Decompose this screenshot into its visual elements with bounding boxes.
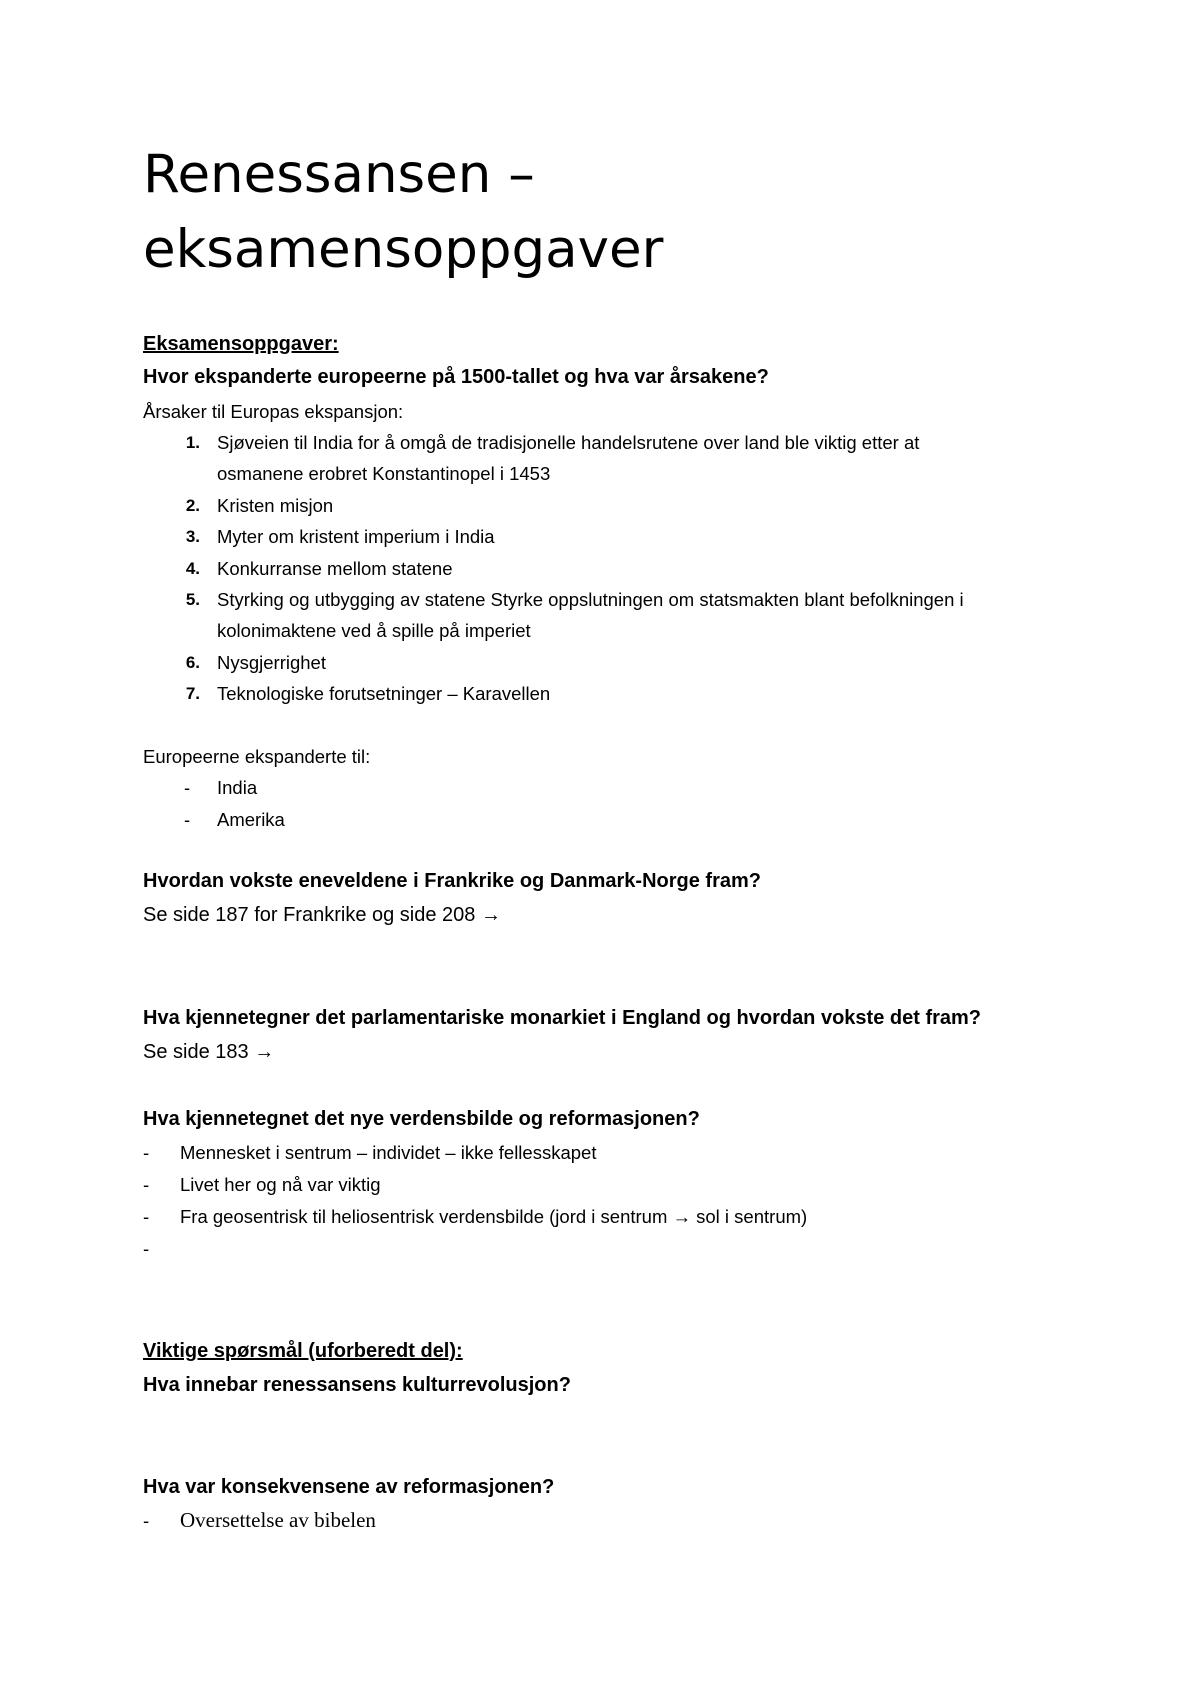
list-item-text: Konkurranse mellom statene bbox=[217, 558, 453, 579]
list-number: 3. bbox=[185, 527, 200, 546]
bullet-dash: - bbox=[143, 1142, 150, 1163]
section-heading-exam-tasks: Eksamensoppgaver: bbox=[143, 333, 339, 355]
list-item-text: Fra geosentrisk til heliosentrisk verdensbilde (jord i sentrum → sol i sentrum) bbox=[180, 1206, 808, 1227]
list-item-text: Mennesket i sentrum – individet – ikke fellesskapet bbox=[180, 1142, 597, 1163]
list-item-text: Myter om kristent imperium i India bbox=[217, 526, 495, 547]
answer-absolutism: Se side 187 for Frankrike og side 208 → bbox=[143, 904, 501, 926]
list-item-text: India bbox=[217, 777, 258, 798]
list-number: 1. bbox=[185, 433, 200, 452]
bullet-dash: - bbox=[184, 809, 191, 830]
answer-parliamentary-monarchy: Se side 183 → bbox=[143, 1041, 275, 1063]
list-item-text: Nysgjerrighet bbox=[217, 652, 326, 673]
question-absolutism: Hvordan vokste eneveldene i Frankrike og Danmark-Norge fram? bbox=[143, 870, 761, 892]
list-number: 5. bbox=[185, 590, 200, 609]
list-number: 6. bbox=[185, 653, 200, 672]
list-item-text: Kristen misjon bbox=[217, 495, 334, 516]
list-number: 2. bbox=[185, 496, 200, 515]
bullet-dash: - bbox=[143, 1206, 150, 1227]
list-item-text: Teknologiske forutsetninger – Karavellen bbox=[217, 683, 551, 704]
list-item-text-cont: osmanene erobret Konstantinopel i 1453 bbox=[217, 463, 551, 484]
list-item-text: Livet her og nå var viktig bbox=[180, 1174, 381, 1195]
question-reformation-consequences: Hva var konsekvensene av reformasjonen? bbox=[143, 1476, 555, 1498]
question-cultural-revolution: Hva innebar renessansens kulturrevolusjon? bbox=[143, 1374, 571, 1396]
bullet-dash: - bbox=[143, 1510, 150, 1531]
page-title-line2: eksamensoppgaver bbox=[143, 219, 664, 280]
list-number: 7. bbox=[185, 684, 200, 703]
causes-intro: Årsaker til Europas ekspansjon: bbox=[143, 401, 404, 422]
list-item-text: Oversettelse av bibelen bbox=[180, 1508, 376, 1532]
list-item-text: Sjøveien til India for å omgå de tradisjonelle handelsrutene over land ble viktig etter at bbox=[217, 432, 920, 453]
question-parliamentary-monarchy: Hva kjennetegner det parlamentariske monarkiet i England og hvordan vokste det fram? bbox=[143, 1007, 982, 1029]
section-heading-important-questions: Viktige spørsmål (uforberedt del): bbox=[143, 1340, 463, 1362]
list-item-text: Amerika bbox=[217, 809, 285, 830]
bullet-dash: - bbox=[143, 1238, 150, 1259]
expanded-to-label: Europeerne ekspanderte til: bbox=[143, 746, 371, 767]
question-expansion: Hvor ekspanderte europeerne på 1500-tallet og hva var årsakene? bbox=[143, 366, 769, 388]
list-number: 4. bbox=[185, 559, 200, 578]
list-item-text-cont: kolonimaktene ved å spille på imperiet bbox=[217, 620, 531, 641]
question-worldview-reformation: Hva kjennetegnet det nye verdensbilde og reformasjonen? bbox=[143, 1108, 700, 1130]
bullet-dash: - bbox=[143, 1174, 150, 1195]
list-item-text: Styrking og utbygging av statene Styrke oppslutningen om statsmakten blant befolkningen i bbox=[217, 589, 964, 610]
page-title-line1: Renessansen – bbox=[143, 144, 535, 205]
bullet-dash: - bbox=[184, 777, 191, 798]
